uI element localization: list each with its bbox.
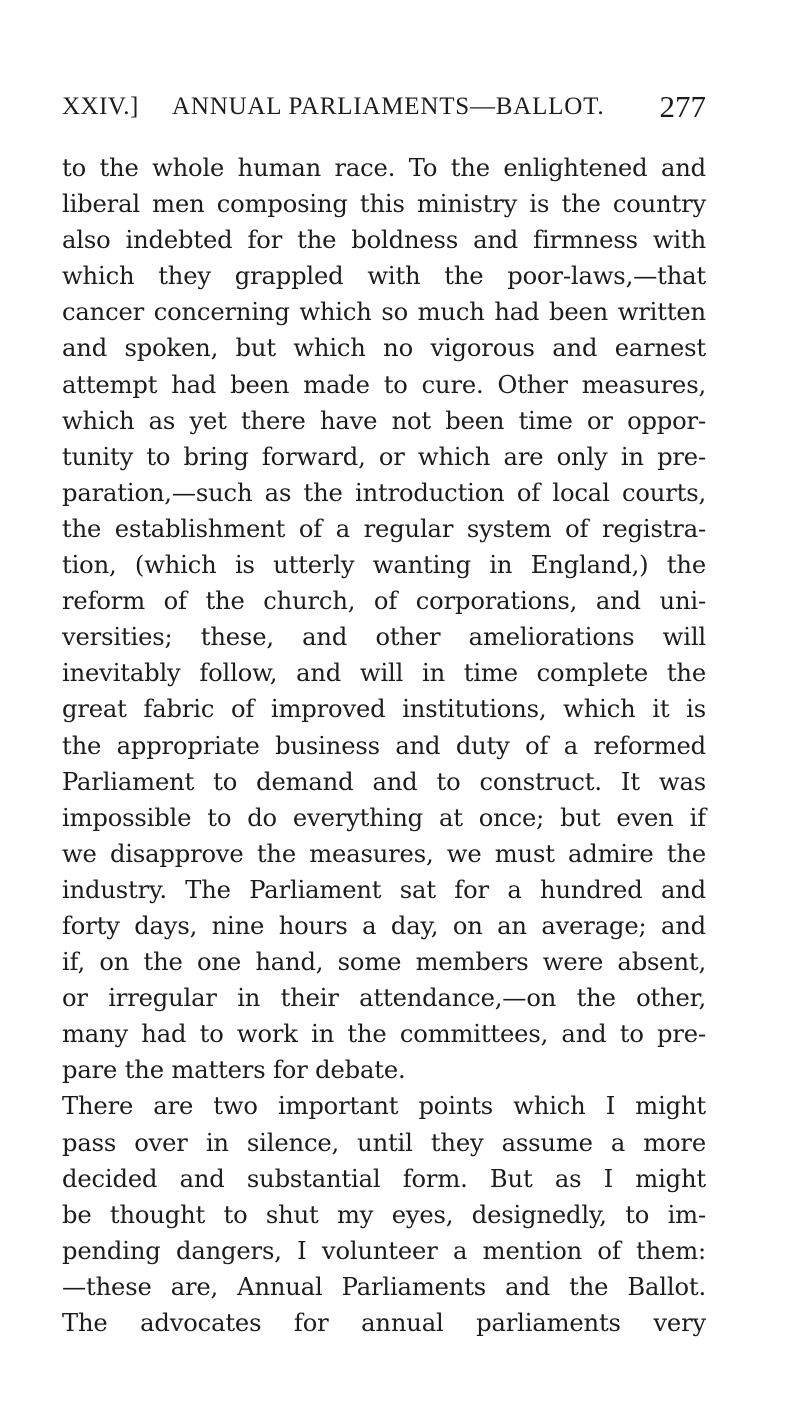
- text-line: pending dangers, I volunteer a mention of them:: [62, 1236, 706, 1265]
- running-head: [62, 89, 706, 133]
- page-number: 277: [659, 89, 706, 124]
- paragraph-end-line: pare the matters for debate.: [62, 1056, 406, 1085]
- body-text: [62, 150, 706, 1341]
- text-line: liberal men composing this ministry is the country: [62, 190, 706, 219]
- text-line: cancer concerning which so much had been written: [62, 298, 706, 327]
- text-line: pass over in silence, until they assume a more: [62, 1128, 706, 1157]
- text-line: inevitably follow, and will in time complete the: [62, 659, 706, 688]
- text-line: which they grappled with the poor-laws,—that: [62, 262, 706, 291]
- text-line: we disapprove the measures, we must admire the: [62, 839, 706, 868]
- text-line: paration,—such as the introduction of local courts,: [62, 478, 706, 507]
- text-line: forty days, nine hours a day, on an average; and: [62, 911, 706, 940]
- text-line: be thought to shut my eyes, designedly, to im-: [62, 1200, 706, 1229]
- text-line: reform of the church, of corporations, and uni-: [62, 587, 706, 616]
- text-line: tunity to bring forward, or which are only in pre-: [62, 442, 706, 471]
- text-line: if, on the one hand, some members were absent,: [62, 948, 706, 977]
- text-line: decided and substantial form. But as I might: [62, 1164, 706, 1193]
- text-line: and spoken, but which no vigorous and earnest: [62, 334, 706, 363]
- chapter-number: XXIV.]: [62, 93, 139, 120]
- text-line: Parliament to demand and to construct. It was: [62, 767, 706, 796]
- text-line: There are two important points which I might: [62, 1092, 706, 1121]
- text-line: The advocates for annual parliaments very: [62, 1309, 706, 1337]
- text-line: —these are, Annual Parliaments and the Ballot.: [62, 1272, 706, 1301]
- text-line: tion, (which is utterly wanting in England,) the: [62, 551, 706, 580]
- text-line: industry. The Parliament sat for a hundred and: [62, 875, 706, 904]
- text-line: versities; these, and other ameliorations will: [62, 623, 706, 652]
- text-line: many had to work in the committees, and to pre-: [62, 1020, 706, 1049]
- text-line: or irregular in their attendance,—on the other,: [62, 984, 706, 1013]
- text-line: to the whole human race. To the enlightened and: [62, 154, 706, 182]
- text-line: also indebted for the boldness and firmness with: [62, 226, 706, 255]
- text-line: the appropriate business and duty of a reformed: [62, 731, 706, 760]
- text-line: which as yet there have not been time or oppor-: [62, 406, 706, 435]
- text-line: the establishment of a regular system of registra-: [62, 514, 706, 543]
- text-line: attempt had been made to cure. Other measures,: [62, 370, 706, 399]
- running-title: ANNUAL PARLIAMENTS—BALLOT.: [172, 93, 605, 120]
- text-line: impossible to do everything at once; but even if: [62, 803, 706, 832]
- text-line: great fabric of improved institutions, which it is: [62, 695, 706, 724]
